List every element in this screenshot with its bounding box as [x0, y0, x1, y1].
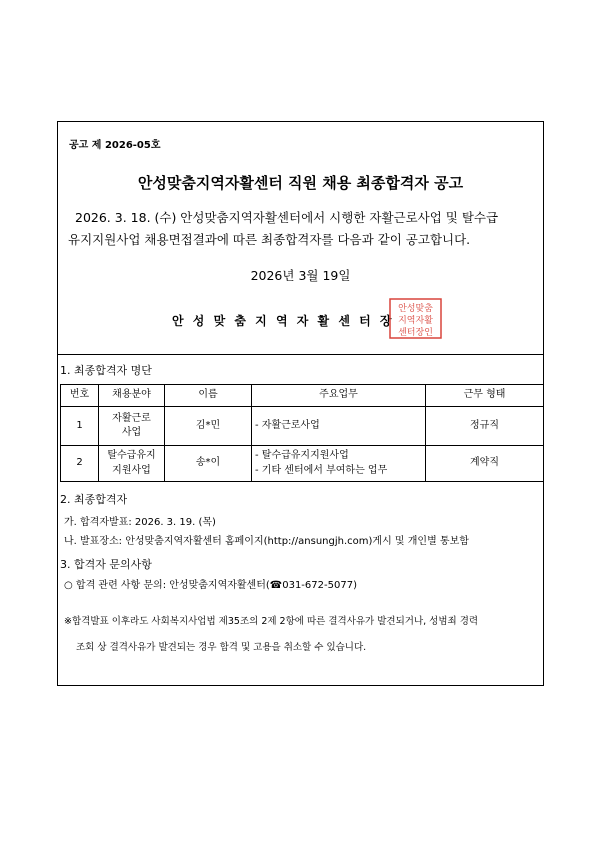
column-header: 번호	[61, 385, 99, 407]
section1-heading: 1. 최종합격자 명단	[60, 364, 152, 377]
cell-type: 계약직	[426, 446, 544, 482]
cell-no: 2	[61, 446, 99, 482]
announcement-date-item: 가. 합격자발표: 2026. 3. 19. (목)	[64, 517, 216, 528]
section3-heading: 3. 합격자 문의사항	[60, 558, 152, 571]
cell-field-line: 사업	[121, 427, 142, 438]
cell-duty-line: - 기타 센터에서 부여하는 업무	[255, 464, 388, 476]
cell-name: 김*민	[165, 407, 252, 446]
table-row	[61, 407, 544, 446]
svg-text:센터장인: 센터장인	[398, 328, 433, 338]
cell-field	[99, 407, 165, 446]
disclaimer-line-1: ※합격발표 이후라도 사회복지사업법 제35조의 2제 2항에 따른 결격사유가 발견되거나, 성범죄 경력	[64, 616, 479, 627]
column-header: 이름	[165, 385, 252, 407]
notice-date: 2026년 3월 19일	[250, 268, 351, 283]
column-header: 채용분야	[99, 385, 165, 407]
organization-name: 안성맞춤지역자활센터장	[172, 314, 401, 328]
column-header: 주요업무	[252, 385, 426, 407]
official-seal-icon	[389, 298, 442, 339]
body-line-2: 유지지원사업 채용면접결과에 따른 최종합격자를 다음과 같이 공고합니다.	[68, 232, 471, 247]
column-header: 근무 형태	[426, 385, 544, 407]
notice-title: 안성맞춤지역자활센터 직원 채용 최종합격자 공고	[137, 174, 464, 192]
cell-field-line: 탈수급유지	[107, 450, 156, 461]
table-row	[61, 446, 544, 482]
cell-no: 1	[61, 407, 99, 446]
section-divider	[57, 354, 544, 355]
notice-number: 공고 제 2026-05호	[69, 140, 161, 151]
svg-text:지역자활: 지역자활	[398, 316, 433, 326]
cell-name: 송*이	[165, 446, 252, 482]
table-header-row	[61, 385, 544, 407]
cell-field-line: 자활근로	[112, 412, 151, 424]
section2-heading: 2. 최종합격자	[60, 493, 128, 506]
cell-duties	[252, 446, 426, 482]
cell-duty-line: - 자활근로사업	[255, 419, 320, 431]
inquiry-item: ○ 합격 관련 사항 문의: 안성맞춤지역자활센터(☎031-672-5077)	[64, 580, 357, 591]
svg-text:안성맞춤: 안성맞춤	[398, 304, 433, 314]
cell-duty-line: - 탈수급유지지원사업	[255, 450, 349, 461]
disclaimer-line-2: 조회 상 결격사유가 발견되는 경우 합격 및 고용을 취소할 수 있습니다.	[76, 642, 367, 653]
body-line-1: 2026. 3. 18. (수) 안성맞춤지역자활센터에서 시행한 자활근로사업 및 탈수급	[75, 210, 499, 225]
cell-field	[99, 446, 165, 482]
cell-duties	[252, 407, 426, 446]
successful-candidates-table	[60, 384, 544, 482]
cell-field-line: 지원사업	[112, 464, 151, 476]
announcement-place-item: 나. 발표장소: 안성맞춤지역자활센터 홈페이지(http://ansungjh.com)게시 및 개인별 통보함	[64, 536, 469, 547]
cell-type: 정규직	[426, 407, 544, 446]
